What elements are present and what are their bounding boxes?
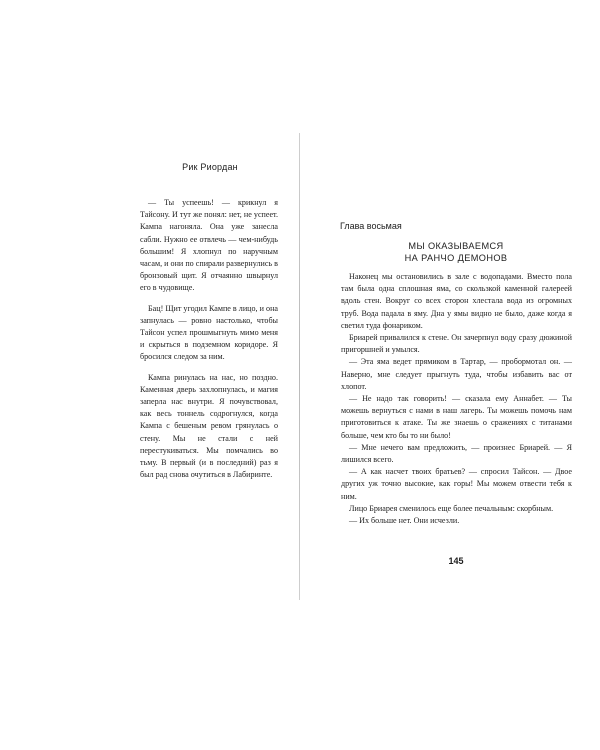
chapter-title (340, 241, 572, 264)
paragraph: — А как насчет твоих братьев? — спросил Тайсон. — Двое других уж точно высокие, как горы! Мы можем отвести тебя к ним. (341, 467, 572, 501)
chapter-label: Глава восьмая (340, 221, 402, 231)
chapter-title-line: МЫ ОКАЗЫВАЕМСЯ (408, 241, 504, 251)
paragraph: Наконец мы остановились в зале с водопадами. Вместо пола там была одна сплошная яма, со скользкой каменной галереей вдоль стен. Вокруг со всех сторон хлестала вода из огромных труб. Вода падала в яму. Дна у ямы видно не было, даже когда я светил туда фонариком. (341, 272, 572, 330)
paragraph: Лицо Бриарея сменилось еще более печальным: скорбным. (349, 503, 554, 513)
page-number: 145 (448, 556, 464, 566)
left-page-text (140, 197, 278, 481)
chapter-title-line: НА РАНЧО ДЕМОНОВ (404, 252, 508, 263)
right-page-text (341, 271, 572, 527)
paragraph: Бриарей привалился к стене. Он зачерпнул воду сразу дюжиной пригоршней и умылся. (341, 333, 572, 355)
paragraph: Бац! Щит угодил Кампе в лицо, и она запнулась — ровно настолько, чтобы Тайсон успел прошмыгнуть мимо меня и скрыться в подземном коридоре. Я бросился следом за ним. (140, 303, 278, 362)
book-gutter (299, 133, 300, 600)
running-head-author: Рик Риордан (182, 162, 238, 172)
paragraph: — Эта яма ведет прямиком в Тартар, — пробормотал он. — Наверно, мне следует прыгнуть туда, чтобы избавить вас от хлопот. (341, 357, 572, 391)
paragraph: — Мне нечего вам предложить, — произнес Бриарей. — Я лишился всего. (341, 442, 572, 465)
paragraph: — Их больше нет. Они исчезли. (349, 516, 460, 526)
paragraph: — Ты успеешь! — крикнул я Тайсону. И тут же понял: нет, не успеет. Кампа нагоняла. Она уже занесла сабли. Нужно ее отвлечь — чем-нибудь большим! Я хлопнул по наручным часам, и они по спирали развернулись в бронзовый щит. Я отчаянно швырнул его в чудовище. (140, 198, 278, 293)
paragraph: — Не надо так говорить! — сказала ему Аннабет. — Ты можешь вернуться с нами в наш лагерь. Ты можешь помочь нам приготовиться к атаке. Ты же знаешь о сражениях с титанами больше, чем кто бы то ни было! (341, 394, 572, 440)
paragraph: Кампа ринулась на нас, но поздно. Каменная дверь захлопнулась, и магия заперла нас внутри. Я почувствовал, как весь тоннель содрогнулся, когда Кампа с бешеным ревом грянулась о стену. Мы не стали с ней перестукиваться. Мы помчались во тьму. В первый (и в последний) раз я был рад снова очутиться в Лабиринте. (140, 372, 278, 480)
